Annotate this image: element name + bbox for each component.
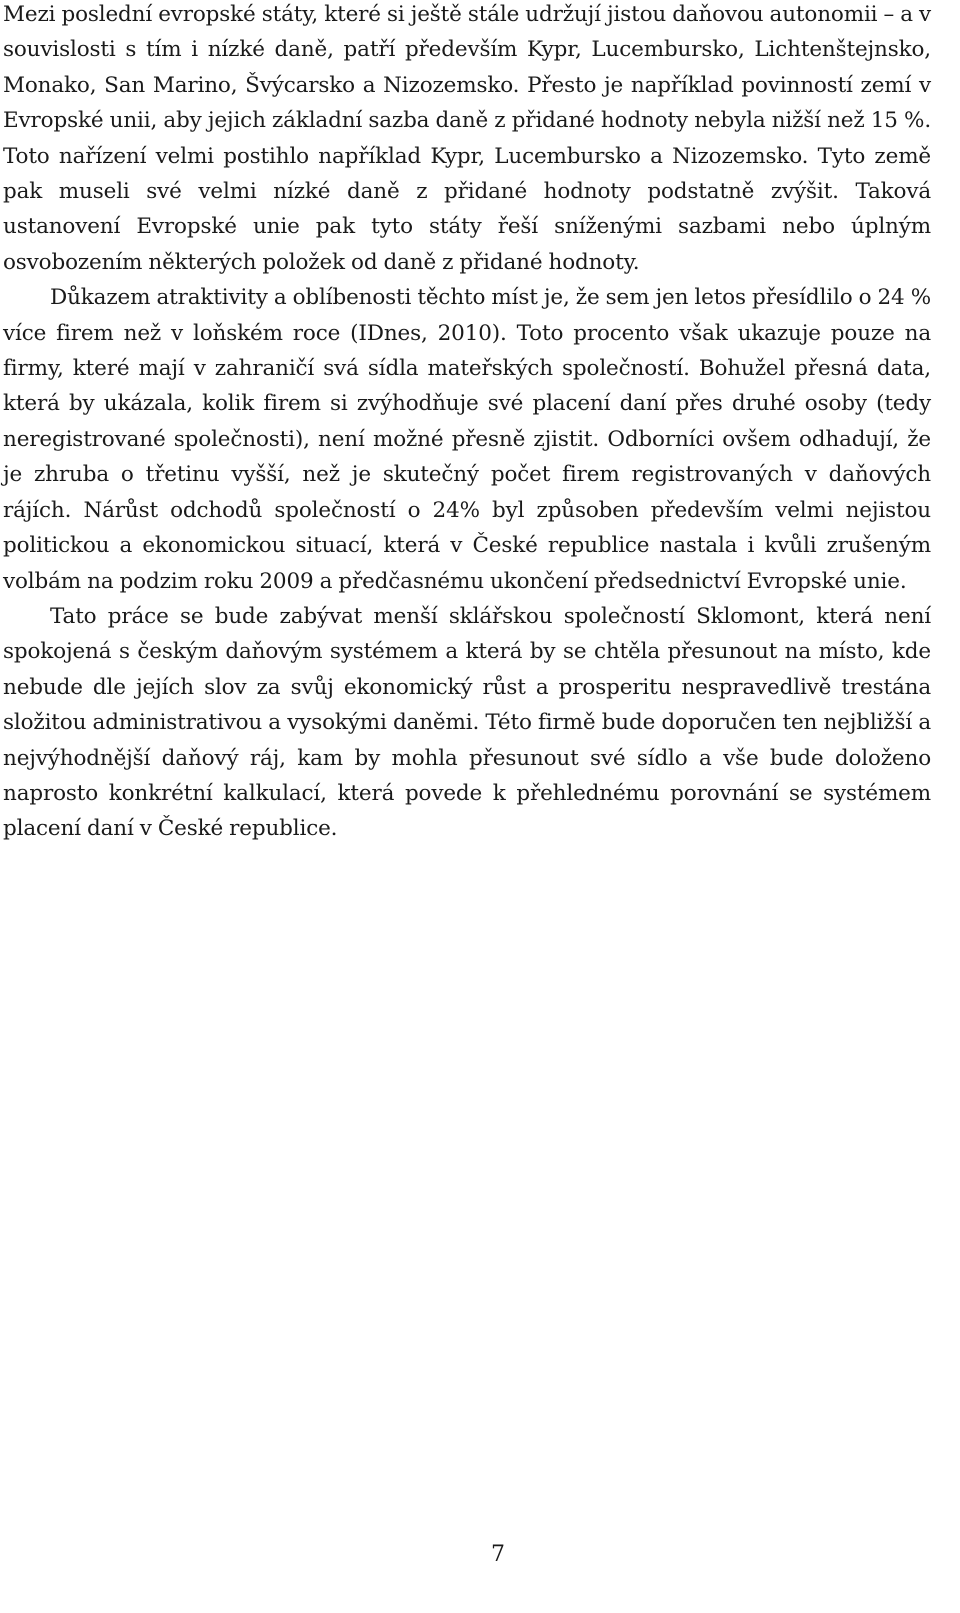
body-text [3,0,931,847]
paragraph-thesis-aim: Tato práce se bude zabývat menší sklářskou společností Sklomont, která není spokojená s českým daňovým systémem a která by se chtěla přesunout na místo, kde nebude dle jejích slov za svůj ekonomický růst a prosperitu nespravedlivě trestána složitou administrativou a vysokými daněmi. Této firmě bude doporučen ten nejbližší a nejvýhodnější daňový ráj, kam by mohla přesunout své sídlo a vše bude doloženo naprosto konkrétní kalkulací, která povede k přehlednému porovnání se systémem placení daní v České republice. [3,603,931,842]
paragraph-tax-autonomy: Mezi poslední evropské státy, které si ještě stále udržují jistou daňovou autonomii – a v souvislosti s tím i nízké daně, patří především Kypr, Lucembursko, Lichtenštejnsko, Monako, San Marino, Švýcarsko a Nizozemsko. Přesto je například povinností zemí v Evropské unii, aby jejich základní sazba daně z přidané hodnoty nebyla nižší než 15 %. Toto nařízení velmi postihlo například Kypr, Lucembursko a Nizozemsko. Tyto země pak museli své velmi nízké daně z přidané hodnoty podstatně zvýšit. Taková ustanovení Evropské unie pak tyto státy řeší sníženými sazbami nebo úplným osvobozením některých položek od daně z přidané hodnoty. [3,2,931,275]
page-number: 7 [491,1542,505,1567]
paragraph-firm-relocation: Důkazem atraktivity a oblíbenosti těchto míst je, že sem jen letos přesídlilo o 24 % více firem než v loňském roce (IDnes, 2010). Toto procento však ukazuje pouze na firmy, které mají v zahraničí svá sídla mateřských společností. Bohužel přesná data, která by ukázala, kolik firem si zvýhodňuje své placení daní přes druhé osoby (tedy neregistrované společnosti), není možné přesně zjistit. Odborníci ovšem odhadují, že je zhruba o třetinu vyšší, než je skutečný počet firem registrovaných v daňových rájích. Nárůst odchodů společností o 24% byl způsoben především velmi nejistou politickou a ekonomickou situací, která v České republice nastala i kvůli zrušeným volbám na podzim roku 2009 a předčasnému ukončení předsednictví Evropské unie. [3,285,931,594]
